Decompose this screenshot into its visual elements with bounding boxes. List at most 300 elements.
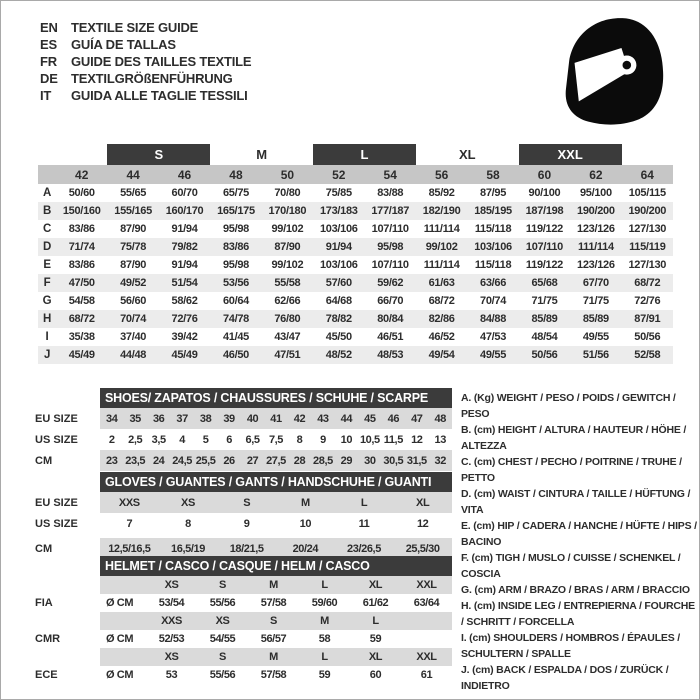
shoes-row-value: 31,5: [406, 454, 427, 467]
size-value: 85/92: [428, 187, 455, 199]
size-value: 82/86: [428, 313, 455, 325]
gloves-row-value: 20/24: [292, 542, 319, 555]
shoes-row-value: 28: [293, 454, 306, 467]
size-value: 107/110: [525, 241, 563, 253]
shoes-row-value: 23: [106, 454, 118, 467]
language-code: DE: [40, 71, 58, 86]
helmet-size-label: L: [321, 579, 328, 591]
helmet-size-value: 57/58: [260, 669, 287, 681]
shoes-row-value: 3,5: [151, 433, 166, 446]
size-value: 91/94: [171, 259, 198, 271]
shoes-title-bar: SHOES/ ZAPATOS / CHAUSSURES / SCHUHE / SCARPE: [100, 388, 452, 408]
size-value: 68/72: [428, 295, 455, 307]
size-value: 119/122: [525, 223, 563, 235]
helmet-value-band: [100, 666, 452, 684]
size-value: 48/52: [325, 349, 352, 361]
size-value: 160/170: [165, 205, 204, 217]
size-group-label: XL: [459, 147, 476, 162]
shoes-row-value: 24,5: [172, 454, 193, 467]
size-value: 105/115: [628, 187, 666, 199]
shoes-row-value: 36: [152, 412, 165, 425]
helmet-size-band: [100, 612, 452, 630]
language-row: [40, 36, 251, 53]
shoes-row-value: 38: [199, 412, 212, 425]
size-value: 55/65: [120, 187, 147, 199]
size-value: 55/58: [274, 277, 301, 289]
legend-item: C. (cm) CHEST / PECHO / POITRINE / TRUHE / PETTO: [461, 456, 682, 484]
shoes-row-value: 32: [434, 454, 446, 467]
size-value: 59/62: [377, 277, 404, 289]
size-value: 115/118: [474, 223, 512, 235]
language-title: GUIDA ALLE TAGLIE TESSILI: [71, 88, 248, 103]
helmet-size-value: 53/54: [158, 597, 185, 609]
gloves-row-value: XS: [181, 496, 195, 509]
size-value: 95/98: [222, 223, 249, 235]
shoes-row-value: 41: [270, 412, 282, 425]
gloves-row-value: 10: [299, 517, 312, 530]
helmet-standard-label: FIA: [35, 597, 53, 609]
shoes-row-value: 35: [129, 412, 141, 425]
size-group-label: S: [107, 144, 210, 165]
helmet-value-band: [100, 594, 452, 612]
size-value: 165/175: [217, 205, 255, 217]
shoes-row-value: 26: [223, 454, 235, 467]
language-title-block: [40, 19, 251, 104]
size-value: 50/56: [531, 349, 558, 361]
helmet-size-value: 58: [318, 633, 331, 645]
gloves-row-value: L: [360, 496, 368, 509]
size-value: 70/80: [274, 187, 301, 199]
helmet-size-value: 56/57: [260, 633, 287, 645]
language-title: GUÍA DE TALLAS: [71, 37, 176, 52]
helmet-size-label: S: [219, 651, 226, 663]
helmet-size-value: 61: [420, 669, 433, 681]
size-value: 74/78: [222, 313, 249, 325]
helmet-size-label: XL: [368, 579, 383, 591]
gloves-row-value: XXS: [118, 496, 140, 509]
shoes-row-value: 10: [340, 433, 353, 446]
size-table-row: [38, 184, 673, 202]
shoes-row-value: 29: [340, 454, 353, 467]
gloves-row-value: 25,5/30: [405, 542, 440, 555]
size-value: 68/72: [634, 277, 661, 289]
gloves-row-value: 12,5/16,5: [108, 542, 151, 555]
helmet-size-band: [100, 576, 452, 594]
size-value: 103/106: [474, 241, 512, 253]
helmet-size-label: M: [320, 615, 329, 627]
size-value: 45/50: [325, 331, 352, 343]
helmet-size-row: [35, 612, 455, 630]
size-row-label: A: [42, 187, 51, 199]
size-value: 75/85: [325, 187, 352, 199]
shoes-row-value: 11,5: [383, 433, 403, 446]
helmet-size-label: L: [321, 651, 328, 663]
helmet-size-label: XXL: [416, 579, 437, 591]
size-value: 65/68: [531, 277, 558, 289]
gloves-row-value: 7: [126, 517, 133, 530]
gloves-row-value: 23/26,5: [347, 542, 381, 555]
gloves-row: [35, 513, 455, 534]
helmet-size-label: S: [219, 579, 226, 591]
size-value: 44/48: [120, 349, 147, 361]
size-value: 187/198: [525, 205, 564, 217]
size-value: 80/84: [377, 313, 404, 325]
helmet-standard-label: CMR: [35, 633, 61, 645]
helmet-size-value: 61/62: [362, 597, 389, 609]
size-value: 177/187: [371, 205, 410, 217]
shoes-row-band: [100, 429, 452, 450]
shoes-row-value: 45: [364, 412, 376, 425]
size-table-row: [38, 310, 673, 328]
gloves-row-value: 9: [243, 517, 250, 530]
size-value: 60/70: [171, 187, 198, 199]
shoes-row-value: 9: [320, 433, 326, 446]
size-value: 155/165: [114, 205, 152, 217]
helmet-size-value: 53: [165, 669, 178, 681]
size-value: 56/60: [120, 295, 147, 307]
size-value: 87/90: [274, 241, 301, 253]
helmet-size-row: [35, 576, 455, 594]
size-row-label: B: [42, 205, 51, 217]
size-value: 111/114: [423, 259, 460, 271]
shoes-row-value: 12: [411, 433, 423, 446]
size-number: 62: [589, 167, 603, 182]
size-value: 190/200: [628, 205, 667, 217]
size-value: 75/78: [120, 241, 147, 253]
language-row: [40, 70, 251, 87]
helmet-size-value: 60: [369, 669, 382, 681]
size-value: 61/63: [428, 277, 455, 289]
size-value: 65/75: [222, 187, 249, 199]
size-row-label: G: [42, 295, 52, 307]
size-number: 48: [229, 167, 243, 182]
measurement-legend: [461, 390, 698, 694]
size-value: 87/95: [480, 187, 507, 199]
gloves-title-bar: GLOVES / GUANTES / GANTS / HANDSCHUHE / GUANTI: [100, 472, 452, 492]
gloves-row-value: 8: [185, 517, 191, 530]
size-number: 60: [537, 167, 552, 182]
legend-item: F. (cm) TIGH / MUSLO / CUISSE / SCHENKEL / COSCIA: [461, 552, 681, 580]
gloves-row-band: [100, 513, 452, 534]
size-value: 43/47: [274, 331, 301, 343]
shoes-row-value: 23,5: [125, 454, 146, 467]
helmet-value-band: [100, 630, 452, 648]
legend-item: I. (cm) SHOULDERS / HOMBROS / ÉPAULES / SCHULTERN / SPALLE: [461, 632, 680, 660]
language-row: [40, 87, 251, 104]
shoes-row-value: 4: [179, 433, 185, 446]
shoes-table: [35, 388, 455, 471]
shoes-row-label: CM: [35, 454, 53, 467]
helmet-unit-label: Ø CM: [106, 597, 134, 609]
shoes-row-value: 42: [293, 412, 306, 425]
helmet-size-label: M: [269, 651, 278, 663]
size-value: 62/66: [274, 295, 301, 307]
gloves-row-label: CM: [35, 542, 53, 555]
size-value: 47/51: [274, 349, 301, 361]
size-value: 127/130: [628, 223, 667, 235]
size-row-label: C: [42, 223, 51, 235]
size-value: 107/110: [371, 259, 409, 271]
size-value: 83/86: [68, 259, 95, 271]
shoes-row-band: [100, 450, 452, 471]
size-value: 83/88: [377, 187, 404, 199]
size-value: 35/38: [68, 331, 95, 343]
size-value: 87/90: [120, 259, 147, 271]
shoes-row-value: 44: [340, 412, 353, 425]
shoes-row-label: EU SIZE: [35, 412, 78, 425]
size-value: 37/40: [120, 331, 147, 343]
racing-helmet-icon: [560, 16, 668, 128]
helmet-value-row: [35, 666, 455, 684]
size-value: 123/126: [577, 259, 615, 271]
helmet-value-row: [35, 594, 455, 612]
helmet-size-value: 59: [318, 669, 331, 681]
language-title: GUIDE DES TAILLES TEXTILE: [71, 54, 252, 69]
size-value: 185/195: [474, 205, 512, 217]
size-number: 56: [434, 167, 449, 182]
helmet-size-label: S: [270, 615, 277, 627]
helmet-size-label: XS: [215, 615, 230, 627]
gloves-row-value: XL: [416, 496, 430, 509]
size-value: 111/114: [423, 223, 460, 235]
size-value: 127/130: [628, 259, 667, 271]
legend-item: J. (cm) BACK / ESPALDA / DOS / ZURÜCK / INDIETRO: [461, 664, 669, 692]
shoes-row-value: 5: [202, 433, 209, 446]
size-value: 150/160: [62, 205, 101, 217]
shoes-row-label: US SIZE: [35, 433, 78, 446]
helmet-standard-label: ECE: [35, 669, 58, 681]
shoes-row-value: 28,5: [313, 454, 333, 467]
size-value: 49/55: [582, 331, 609, 343]
size-value: 103/106: [319, 259, 358, 271]
shoes-row-band: [100, 408, 452, 429]
shoes-row: [35, 408, 455, 429]
size-value: 49/52: [120, 277, 147, 289]
size-value: 72/76: [634, 295, 661, 307]
shoes-row-value: 8: [296, 433, 303, 446]
size-table-body: [38, 184, 673, 364]
size-value: 53/56: [222, 277, 249, 289]
shoes-row-value: 27: [246, 454, 259, 467]
size-table-row: [38, 292, 673, 310]
size-value: 71/75: [582, 295, 609, 307]
size-number: 64: [640, 167, 654, 182]
shoes-row-value: 2,5: [128, 433, 143, 446]
gloves-row-label: US SIZE: [35, 517, 78, 530]
size-table-row: [38, 328, 673, 346]
helmet-size-label: XS: [164, 651, 179, 663]
shoes-row-value: 6: [226, 433, 232, 446]
size-group-label: L: [313, 144, 416, 165]
size-value: 70/74: [480, 295, 507, 307]
shoes-row-value: 39: [223, 412, 235, 425]
size-value: 95/98: [377, 241, 404, 253]
helmet-unit-label: Ø CM: [106, 669, 134, 681]
gloves-row-value: 11: [358, 517, 370, 530]
size-value: 52/58: [634, 349, 661, 361]
size-value: 190/200: [577, 205, 615, 217]
size-row-label: F: [43, 277, 51, 289]
size-number: 54: [383, 167, 397, 182]
size-value: 68/72: [68, 313, 95, 325]
shoes-row-value: 6,5: [245, 433, 260, 446]
size-value: 115/118: [474, 259, 512, 271]
size-number: 44: [126, 167, 140, 182]
size-value: 60/64: [222, 295, 249, 307]
language-code: FR: [40, 54, 57, 69]
size-value: 119/122: [525, 259, 563, 271]
size-number: 58: [486, 167, 500, 182]
shoes-row-value: 7,5: [268, 433, 284, 446]
helmet-table: [35, 556, 455, 684]
legend-item: A. (Kg) WEIGHT / PESO / POIDS / GEWITCH / PESO: [461, 392, 676, 420]
size-value: 99/102: [271, 259, 304, 271]
size-table-row: [38, 220, 673, 238]
legend-item: E. (cm) HIP / CADERA / HANCHE / HÜFTE / HIPS / BACINO: [461, 520, 697, 548]
shoes-row-value: 48: [434, 412, 446, 425]
size-value: 64/68: [325, 295, 352, 307]
size-value: 115/119: [629, 241, 666, 253]
legend-item: G. (cm) ARM / BRAZO / BRAS / ARM / BRACCIO: [461, 584, 690, 596]
shoes-row-value: 24: [152, 454, 165, 467]
size-value: 111/114: [577, 241, 614, 253]
size-value: 170/180: [268, 205, 307, 217]
helmet-size-row-spacer: [35, 648, 100, 666]
helmet-size-row-spacer: [35, 612, 100, 630]
size-row-label: E: [43, 259, 51, 271]
size-value: 84/88: [480, 313, 507, 325]
size-value: 79/82: [171, 241, 198, 253]
language-row: [40, 53, 251, 70]
helmet-unit-label: Ø CM: [106, 633, 134, 645]
language-title: TEXTILGRÖßENFÜHRUNG: [71, 71, 233, 86]
size-table-row: [38, 274, 673, 292]
helmet-value-row: [35, 630, 455, 648]
size-value: 91/94: [325, 241, 352, 253]
helmet-size-value: 55/56: [209, 597, 236, 609]
size-value: 87/90: [120, 223, 147, 235]
legend-item: H. (cm) INSIDE LEG / ENTREPIERNA / FOURCHE / SCHRITT / FORCELLA: [461, 600, 695, 628]
size-value: 70/74: [120, 313, 147, 325]
shoes-row-value: 40: [246, 412, 259, 425]
gloves-row-value: S: [243, 496, 251, 509]
helmet-size-label: XXL: [416, 651, 437, 663]
shoes-row-value: 30: [364, 454, 376, 467]
language-title: TEXTILE SIZE GUIDE: [71, 20, 199, 35]
size-value: 99/102: [425, 241, 458, 253]
size-group-label: XXL: [519, 144, 622, 165]
helmet-size-value: 63/64: [413, 597, 440, 609]
legend-item: B. (cm) HEIGHT / ALTURA / HAUTEUR / HÖHE / ALTEZZA: [461, 424, 687, 452]
size-value: 83/86: [68, 223, 95, 235]
gloves-row-value: M: [300, 496, 310, 509]
shoes-row-value: 46: [387, 412, 400, 425]
size-value: 66/70: [377, 295, 404, 307]
shoes-row-value: 13: [434, 433, 446, 446]
size-value: 182/190: [422, 205, 461, 217]
language-row: [40, 19, 251, 36]
size-value: 87/91: [634, 313, 661, 325]
language-code: IT: [40, 88, 52, 103]
gloves-row-value: 18/21,5: [229, 542, 264, 555]
helmet-size-row-spacer: [35, 576, 100, 594]
size-value: 41/45: [222, 331, 249, 343]
helmet-size-band: [100, 648, 452, 666]
size-value: 49/55: [480, 349, 507, 361]
helmet-size-value: 52/53: [158, 633, 185, 645]
gloves-row-value: 16,5/19: [171, 542, 205, 555]
gloves-row-band: [100, 492, 452, 513]
size-value: 67/70: [582, 277, 609, 289]
gloves-row: [35, 492, 455, 513]
size-value: 71/74: [68, 241, 95, 253]
helmet-size-label: M: [269, 579, 278, 591]
size-value: 72/76: [171, 313, 198, 325]
helmet-size-value: 55/56: [209, 669, 236, 681]
size-value: 50/56: [634, 331, 661, 343]
size-value: 46/50: [222, 349, 249, 361]
helmet-size-value: 59/60: [311, 597, 338, 609]
size-value: 46/51: [377, 331, 404, 343]
size-table: [38, 144, 673, 364]
size-value: 95/100: [579, 187, 612, 199]
size-value: 51/56: [582, 349, 609, 361]
helmet-size-label: XL: [368, 651, 383, 663]
size-value: 103/106: [319, 223, 358, 235]
language-code: ES: [40, 37, 57, 52]
helmet-size-row: [35, 648, 455, 666]
size-table-row: [38, 346, 673, 364]
size-value: 45/49: [68, 349, 95, 361]
size-value: 57/60: [325, 277, 352, 289]
size-value: 123/126: [577, 223, 615, 235]
size-value: 46/52: [428, 331, 455, 343]
size-table-row: [38, 202, 673, 220]
legend-item: D. (cm) WAIST / CINTURA / TAILLE / HÜFTUNG / VITA: [461, 488, 691, 516]
size-value: 45/49: [171, 349, 198, 361]
size-row-label: D: [42, 241, 51, 253]
size-value: 39/42: [171, 331, 198, 343]
shoes-row-value: 10,5: [359, 433, 380, 446]
shoes-row-value: 37: [176, 412, 188, 425]
size-row-label: I: [45, 331, 49, 343]
size-value: 173/183: [319, 205, 358, 217]
shoes-row: [35, 429, 455, 450]
size-table-row: [38, 256, 673, 274]
size-value: 85/89: [582, 313, 609, 325]
size-value: 51/54: [171, 277, 198, 289]
size-value: 48/53: [377, 349, 404, 361]
helmet-title-bar: HELMET / CASCO / CASQUE / HELM / CASCO: [100, 556, 452, 576]
size-value: 50/60: [68, 187, 95, 199]
helmet-size-value: 54/55: [209, 633, 236, 645]
size-value: 54/58: [68, 295, 95, 307]
size-value: 49/54: [428, 349, 455, 361]
size-value: 91/94: [171, 223, 198, 235]
size-group-label: M: [256, 147, 268, 162]
size-number: 42: [75, 167, 89, 182]
helmet-size-label: L: [372, 615, 379, 627]
size-value: 47/50: [68, 277, 95, 289]
shoes-row-value: 2: [108, 433, 115, 446]
size-row-label: J: [43, 349, 51, 361]
shoes-row: [35, 450, 455, 471]
size-value: 63/66: [480, 277, 507, 289]
helmet-size-value: 59: [369, 633, 382, 645]
gloves-row-label: EU SIZE: [35, 496, 78, 509]
size-value: 48/54: [531, 331, 558, 343]
size-number: 52: [332, 167, 346, 182]
